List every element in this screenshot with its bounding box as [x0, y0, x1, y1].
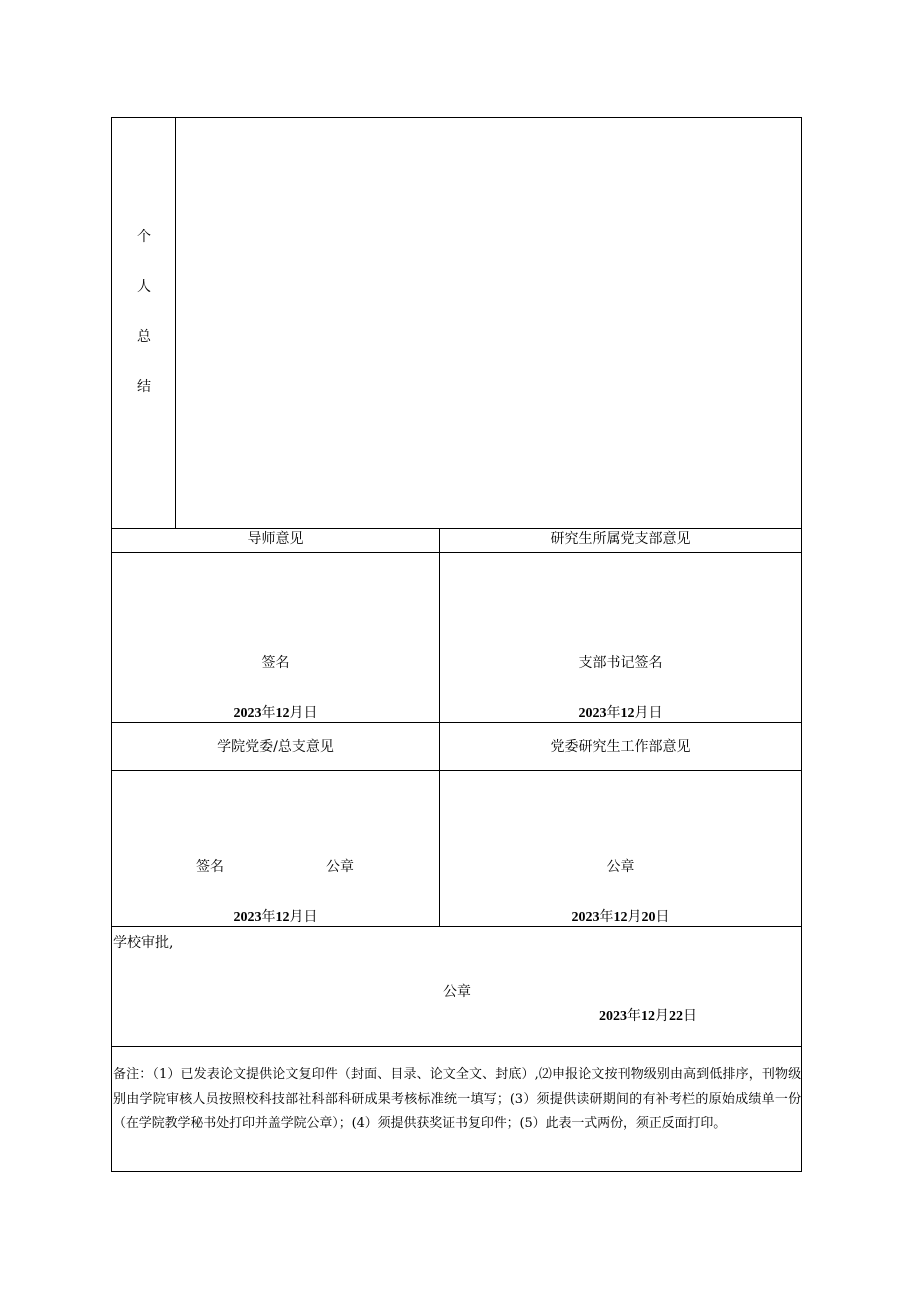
- summary-char: 个: [137, 229, 151, 245]
- row-divider: [112, 1046, 801, 1047]
- college-seal-label: 公章: [326, 859, 354, 875]
- party-dept-opinion-area[interactable]: [440, 771, 801, 925]
- party-dept-seal-label: 公章: [606, 859, 635, 875]
- party-dept-date: 2023年12月20日: [571, 909, 670, 925]
- school-approval-label: 学校审批,: [113, 935, 174, 951]
- summary-content-area[interactable]: [176, 118, 801, 528]
- row-divider: [112, 528, 801, 529]
- college-sign-label: 签名: [196, 859, 224, 875]
- branch-header: 研究生所属党支部意见: [550, 531, 691, 547]
- advisor-sign-label: 签名: [261, 655, 290, 671]
- college-opinion-area[interactable]: [112, 771, 439, 925]
- branch-sign-label: 支部书记签名: [578, 655, 663, 671]
- branch-date: 2023年12月日: [578, 705, 663, 721]
- school-date: 2023年12月22日: [599, 1008, 697, 1024]
- school-seal-label: 公章: [443, 984, 471, 1000]
- advisor-opinion-area[interactable]: [112, 553, 439, 721]
- summary-label: [112, 226, 176, 426]
- party-dept-header: 党委研究生工作部意见: [550, 739, 691, 755]
- advisor-header: 导师意见: [247, 531, 304, 547]
- summary-char: 结: [137, 379, 151, 395]
- application-form: [111, 117, 802, 1172]
- advisor-date: 2023年12月日: [233, 705, 318, 721]
- college-header: 学院党委/总支意见: [217, 739, 334, 755]
- form-notes: 备注：（1）已发表论文提供论文复印件（封面、目录、论文全文、封底）,⑵申报论文按刊物级别由高到低排序，刊物级别由学院审核人员按照校科技部社科部科研成果考核标准统一填写；(3）须提供读研期间的有补考栏的原始成绩单一份（在学院教学秘书处打印并盖学院公章）；(4）须提供获奖证书复印件；(5）此表一式两份，须正反面打印。: [113, 1067, 801, 1131]
- summary-char: 人: [137, 279, 151, 295]
- summary-char: 总: [137, 329, 151, 345]
- college-date: 2023年12月日: [233, 909, 318, 925]
- branch-opinion-area[interactable]: [440, 553, 801, 721]
